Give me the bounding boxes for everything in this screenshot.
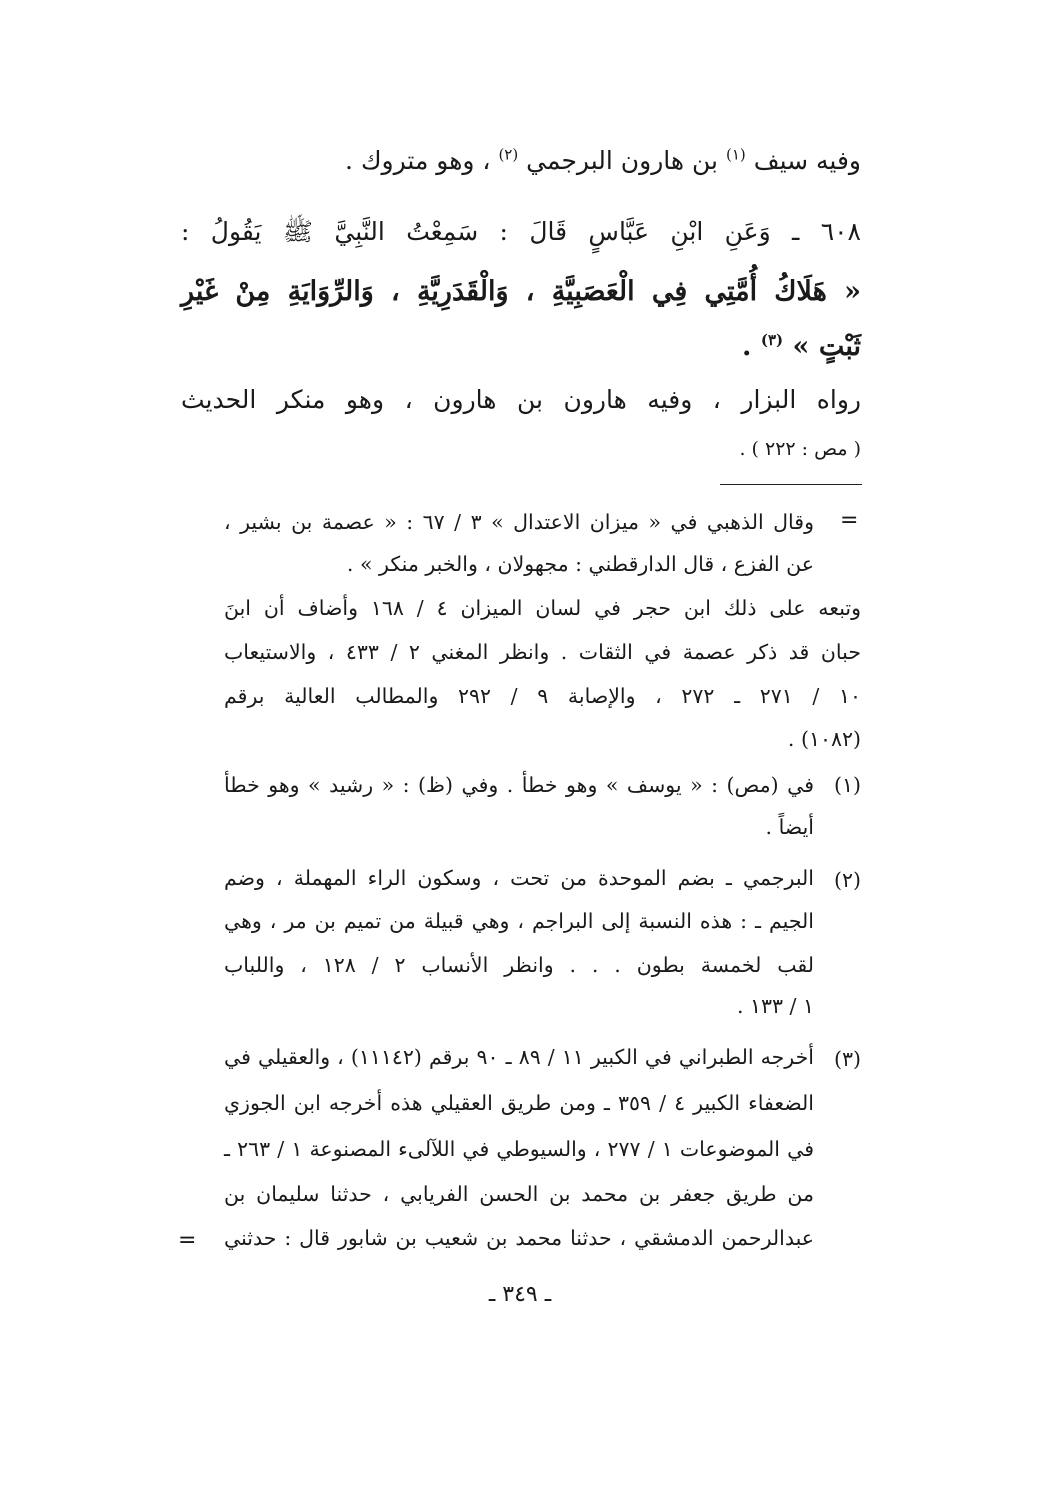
continuation-mark: = bbox=[840, 508, 859, 533]
fn3-line-5: عبدالرحمن الدمشقي ، حدثنا محمد بن شعيب بن شابور قال : حدثني bbox=[224, 1226, 814, 1250]
footnote-number-2: (٢) bbox=[833, 868, 861, 892]
fn2-line-2: الجيم ـ : هذه النسبة إلى البراجم ، وهي قبيلة من تميم بن مر ، وهي bbox=[224, 909, 814, 933]
source-ref: ( مص : ٢٢٢ ) . bbox=[739, 438, 861, 460]
page-number: ـ ٣٤٩ ـ bbox=[488, 1282, 552, 1307]
footnote-ref-3[interactable]: (٣) bbox=[760, 331, 784, 349]
fn3-continuation-mark: = bbox=[178, 1228, 197, 1253]
fn-cont-line-3: وتبعه على ذلك ابن حجر في لسان الميزان ٤ / ١٦٨ وأضاف أن ابنَ bbox=[224, 596, 861, 620]
fn2-line-3: لقب لخمسة بطون . . . وانظر الأنساب ٢ / ١٢٨ ، واللباب bbox=[224, 953, 814, 977]
hadith-intro-line: ٦٠٨ ـ وَعَنِ ابْنِ عَبَّاسٍ قَالَ : سَمِعْتُ النَّبِيَّ ﷺ يَقُولُ : bbox=[181, 217, 861, 246]
footnote-separator bbox=[720, 484, 862, 485]
fn-cont-line-2: عن الفزع ، قال الدارقطني : مجهولان ، والخبر منكر » . bbox=[346, 552, 814, 576]
hadith-text-line-2: ثَبْتٍ » $^{(٣)}$ . bbox=[742, 331, 861, 362]
fn2-line-1: البرجمي ـ بضم الموحدة من تحت ، وسكون الراء المهملة ، وضم bbox=[224, 866, 814, 890]
fn1-line-2: أيضاً . bbox=[765, 815, 814, 839]
hadith-text-line-1: « هَلَاكُ أُمَّتِي فِي الْعَصَبِيَّةِ ، وَالْقَدَرِيَّةِ ، وَالرِّوَايَةِ مِنْ غَيْرِ bbox=[181, 276, 861, 307]
fn3-line-1: أخرجه الطبراني في الكبير ١١ / ٨٩ ـ ٩٠ برقم (١١١٤٢) ، والعقيلي في bbox=[224, 1045, 814, 1069]
fn1-line-1: في (مص) : « يوسف » وهو خطأ . وفي (ظ) : « رشيد » وهو خطأ bbox=[224, 773, 814, 797]
fn-cont-line-5: ١٠ / ٢٧١ ـ ٢٧٢ ، والإصابة ٩ / ٢٩٢ والمطالب العالية برقم bbox=[224, 684, 861, 708]
main-line-1: وفيه سيف $^{(١)}$ بن هارون البرجمي $^{(٢)}$ ، وهو متروك . bbox=[345, 145, 861, 175]
fn-cont-line-1: وقال الذهبي في « ميزان الاعتدال » ٣ / ٦٧ : « عصمة بن بشير ، bbox=[224, 510, 814, 534]
fn3-line-2: الضعفاء الكبير ٤ / ٣٥٩ ـ ومن طريق العقيلي هذه أخرجه ابن الجوزي bbox=[224, 1091, 814, 1115]
fn2-line-4: ١ / ١٣٣ . bbox=[736, 994, 814, 1018]
fn3-line-3: في الموضوعات ١ / ٢٧٧ ، والسيوطي في اللآلىء المصنوعة ١ / ٢٦٣ ـ bbox=[224, 1137, 815, 1161]
fn-cont-line-4: حبان قد ذكر عصمة في الثقات . وانظر المغني ٢ / ٤٣٣ ، والاستيعاب bbox=[224, 640, 861, 664]
footnote-number-1: (١) bbox=[833, 773, 861, 797]
footnote-number-3: (٣) bbox=[833, 1047, 861, 1071]
fn3-line-4: من طريق جعفر بن محمد بن الحسن الفريابي ، حدثنا سليمان بن bbox=[224, 1182, 814, 1206]
fn-cont-line-6: (١٠٨٢) . bbox=[787, 727, 861, 751]
footnote-ref-2[interactable]: (٢) bbox=[498, 145, 519, 164]
narration-line: رواه البزار ، وفيه هارون بن هارون ، وهو منكر الحديث bbox=[181, 385, 861, 414]
footnote-ref-1[interactable]: (١) bbox=[725, 145, 746, 164]
